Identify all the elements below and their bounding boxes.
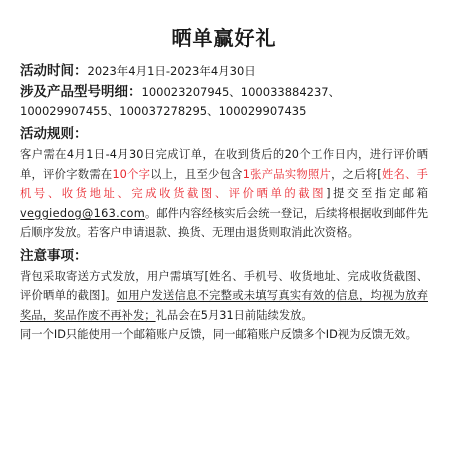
products-label: 涉及产品型号明细： [20, 84, 142, 100]
rules-min-words: 10个字 [112, 167, 151, 181]
rules-email-link[interactable]: veggiedog@163.com [20, 206, 145, 220]
rules-text-4: ]提交至指定邮箱 [326, 187, 428, 200]
notes-underlined-text: 如用户发送信息不完整或未填写真实有效的信息，均视为放弃奖品，奖品作废不再补发； [20, 289, 428, 322]
rules-heading: 活动规则： [20, 126, 88, 142]
notes-paragraph-2: 同一个ID只能使用一个邮箱账户反馈，同一邮箱账户反馈多个ID视为反馈无效。 [20, 328, 417, 341]
page-title: 晒单赢好礼 [171, 26, 277, 50]
rules-paragraph [20, 145, 428, 243]
products-value: 100023207945、100033884237、100029907455、100037278295、100029907435 [20, 85, 341, 118]
activity-time-label: 活动时间： [20, 63, 88, 79]
rules-min-photos: 1张产品实物照片 [242, 167, 332, 181]
notes-paragraph-1 [20, 267, 428, 326]
rules-text-2: 以上，且至少包含 [150, 167, 243, 181]
notes-text-1: 背包采取寄送方式发放，用户需填写[姓名、手机号、收货地址、完成收货截图、评价晒单的截图]。 [20, 269, 428, 302]
rules-text-3: ，之后将[ [331, 167, 382, 181]
rules-text-5: 。邮件内容经核实后会统一登记，后续将根据收到邮件先后顺序发放。若客户申请退款、换货、无理由退货则取消此次资格。 [20, 206, 428, 239]
activity-time-row [20, 62, 428, 81]
rules-text-1: 客户需在4月1日-4月30日完成订单，在收到货后的20个工作日内，进行评价晒单，评价字数需在 [20, 148, 428, 181]
activity-time-value: 2023年4月1日-2023年4月30日 [87, 64, 256, 78]
products-row [20, 83, 428, 121]
notes-text-1-end: 礼品会在5月31日前陆续发放。 [155, 308, 313, 322]
rules-required-info: 姓名、手机号、收货地址、完成收货截图、评价晒单的截图 [20, 167, 428, 200]
notes-heading: 注意事项： [20, 247, 88, 264]
